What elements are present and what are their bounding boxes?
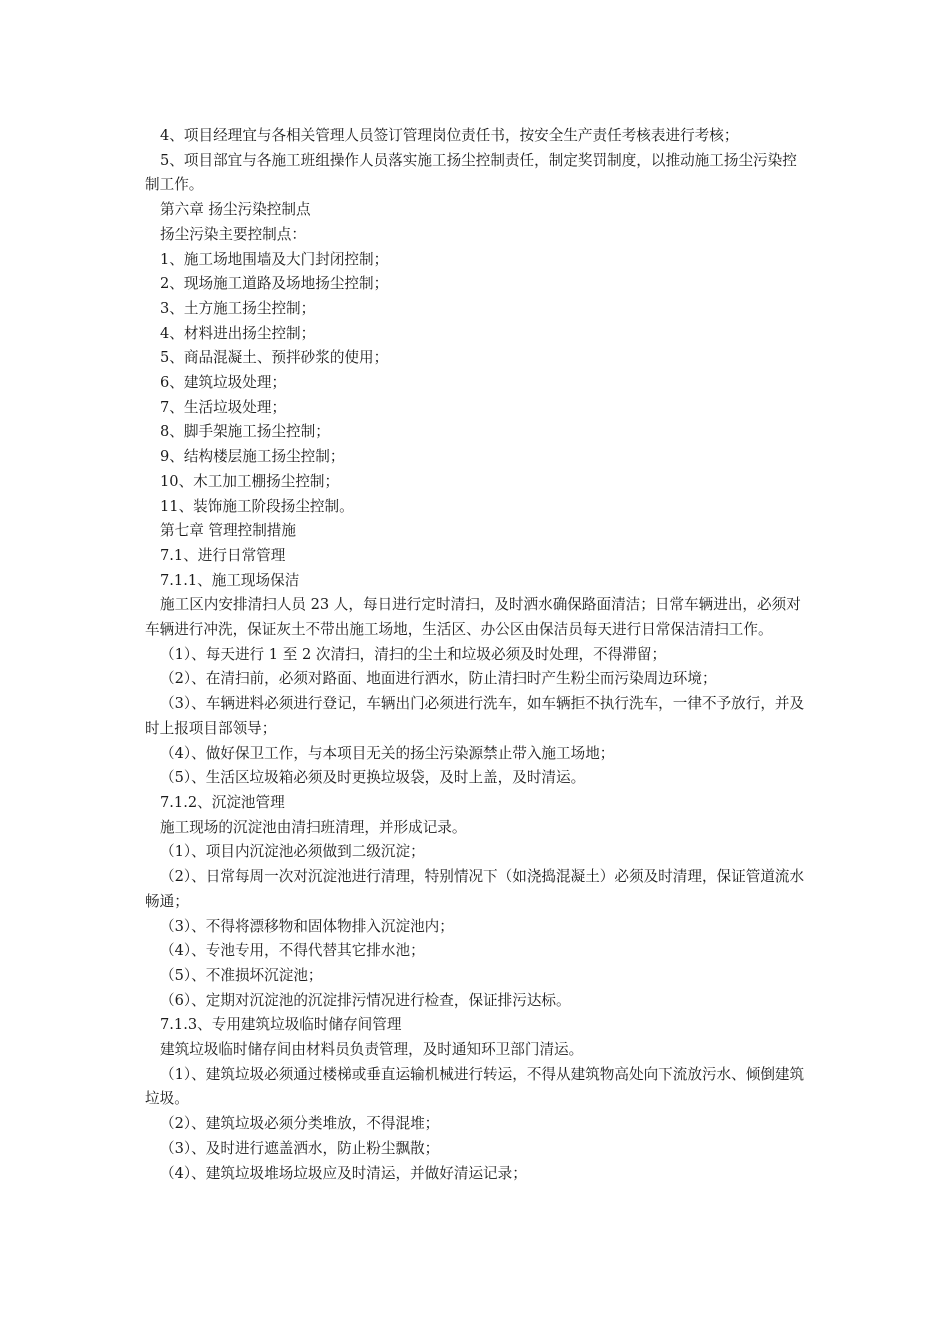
list-item: 5、商品混凝土、预拌砂浆的使用； — [160, 349, 389, 367]
paragraph: 扬尘污染主要控制点： — [160, 225, 306, 243]
paragraph: 施工区内安排清扫人员 23 人，每日进行定时清扫，及时洒水确保路面清洁；日常车辆进出，必须对车辆进行冲洗，保证灰土不带出施工场地，生活区、办公区由保洁员每天进行日常保洁清扫工作。 — [145, 596, 801, 639]
paragraph: 建筑垃圾临时储存间由材料员负责管理，及时通知环卫部门清运。 — [160, 1041, 584, 1059]
list-item: （1）、每天进行 1 至 2 次清扫，清扫的尘土和垃圾必须及时处理，不得滞留； — [160, 645, 667, 663]
subsection-heading: 7.1.3、专用建筑垃圾临时储存间管理 — [160, 1016, 402, 1034]
section-heading: 7.1、进行日常管理 — [160, 546, 286, 564]
list-item: 4、材料进出扬尘控制； — [160, 324, 316, 342]
list-item: （4）、做好保卫工作，与本项目无关的扬尘污染源禁止带入施工场地； — [160, 744, 615, 762]
list-item: （6）、定期对沉淀池的沉淀排污情况进行检查，保证排污达标。 — [160, 991, 571, 1009]
list-item: 11、装饰施工阶段扬尘控制。 — [160, 497, 354, 515]
list-item: 6、建筑垃圾处理； — [160, 374, 287, 392]
list-item: （3）、不得将漂移物和固体物排入沉淀池内； — [160, 917, 454, 935]
chapter-heading: 第六章 扬尘污染控制点 — [160, 201, 311, 219]
list-item: 1、施工场地围墙及大门封闭控制； — [160, 250, 389, 268]
list-item: （4）、建筑垃圾堆场垃圾应及时清运，并做好清运记录； — [160, 1164, 527, 1182]
list-item: （3）、车辆进料必须进行登记，车辆出门必须进行洗车，如车辆拒不执行洗车，一律不予放行，并及时上报项目部领导； — [145, 695, 805, 737]
chapter-heading: 第七章 管理控制措施 — [160, 522, 296, 540]
list-item: 2、现场施工道路及场地扬尘控制； — [160, 275, 389, 293]
list-item: 7、生活垃圾处理； — [160, 398, 287, 416]
list-item: （4）、专池专用，不得代替其它排水池； — [160, 942, 425, 960]
paragraph: 5、项目部宜与各施工班组操作人员落实施工扬尘控制责任，制定奖罚制度，以推动施工扬尘污染控制工作。 — [145, 151, 797, 194]
list-item: （3）、及时进行遮盖洒水，防止粉尘飘散； — [160, 1139, 440, 1157]
list-item: 9、结构楼层施工扬尘控制； — [160, 448, 345, 466]
list-item: （2）、建筑垃圾必须分类堆放，不得混堆； — [160, 1115, 440, 1133]
list-item: 10、木工加工棚扬尘控制； — [160, 472, 340, 490]
list-item: 8、脚手架施工扬尘控制； — [160, 423, 330, 441]
document-body — [145, 124, 810, 1186]
paragraph: 施工现场的沉淀池由清扫班清理，并形成记录。 — [160, 818, 467, 836]
list-item: （2）、日常每周一次对沉淀池进行清理，特别情况下（如浇捣混凝土）必须及时清理，保证管道流水畅通； — [145, 868, 805, 910]
list-item: （5）、不准损坏沉淀池； — [160, 966, 323, 984]
paragraph: 4、项目经理宜与各相关管理人员签订管理岗位责任书，按安全生产责任考核表进行考核； — [160, 127, 739, 144]
subsection-heading: 7.1.2、沉淀池管理 — [160, 793, 285, 811]
list-item: 3、土方施工扬尘控制； — [160, 299, 316, 317]
subsection-heading: 7.1.1、施工现场保洁 — [160, 571, 300, 589]
list-item: （5）、生活区垃圾箱必须及时更换垃圾袋，及时上盖，及时清运。 — [160, 769, 586, 787]
list-item: （2）、在清扫前，必须对路面、地面进行洒水，防止清扫时产生粉尘而污染周边环境； — [160, 670, 717, 688]
list-item: （1）、建筑垃圾必须通过楼梯或垂直运输机械进行转运，不得从建筑物高处向下流放污水、倾倒建筑垃圾。 — [145, 1065, 805, 1108]
list-item: （1）、项目内沉淀池必须做到二级沉淀； — [160, 843, 425, 861]
